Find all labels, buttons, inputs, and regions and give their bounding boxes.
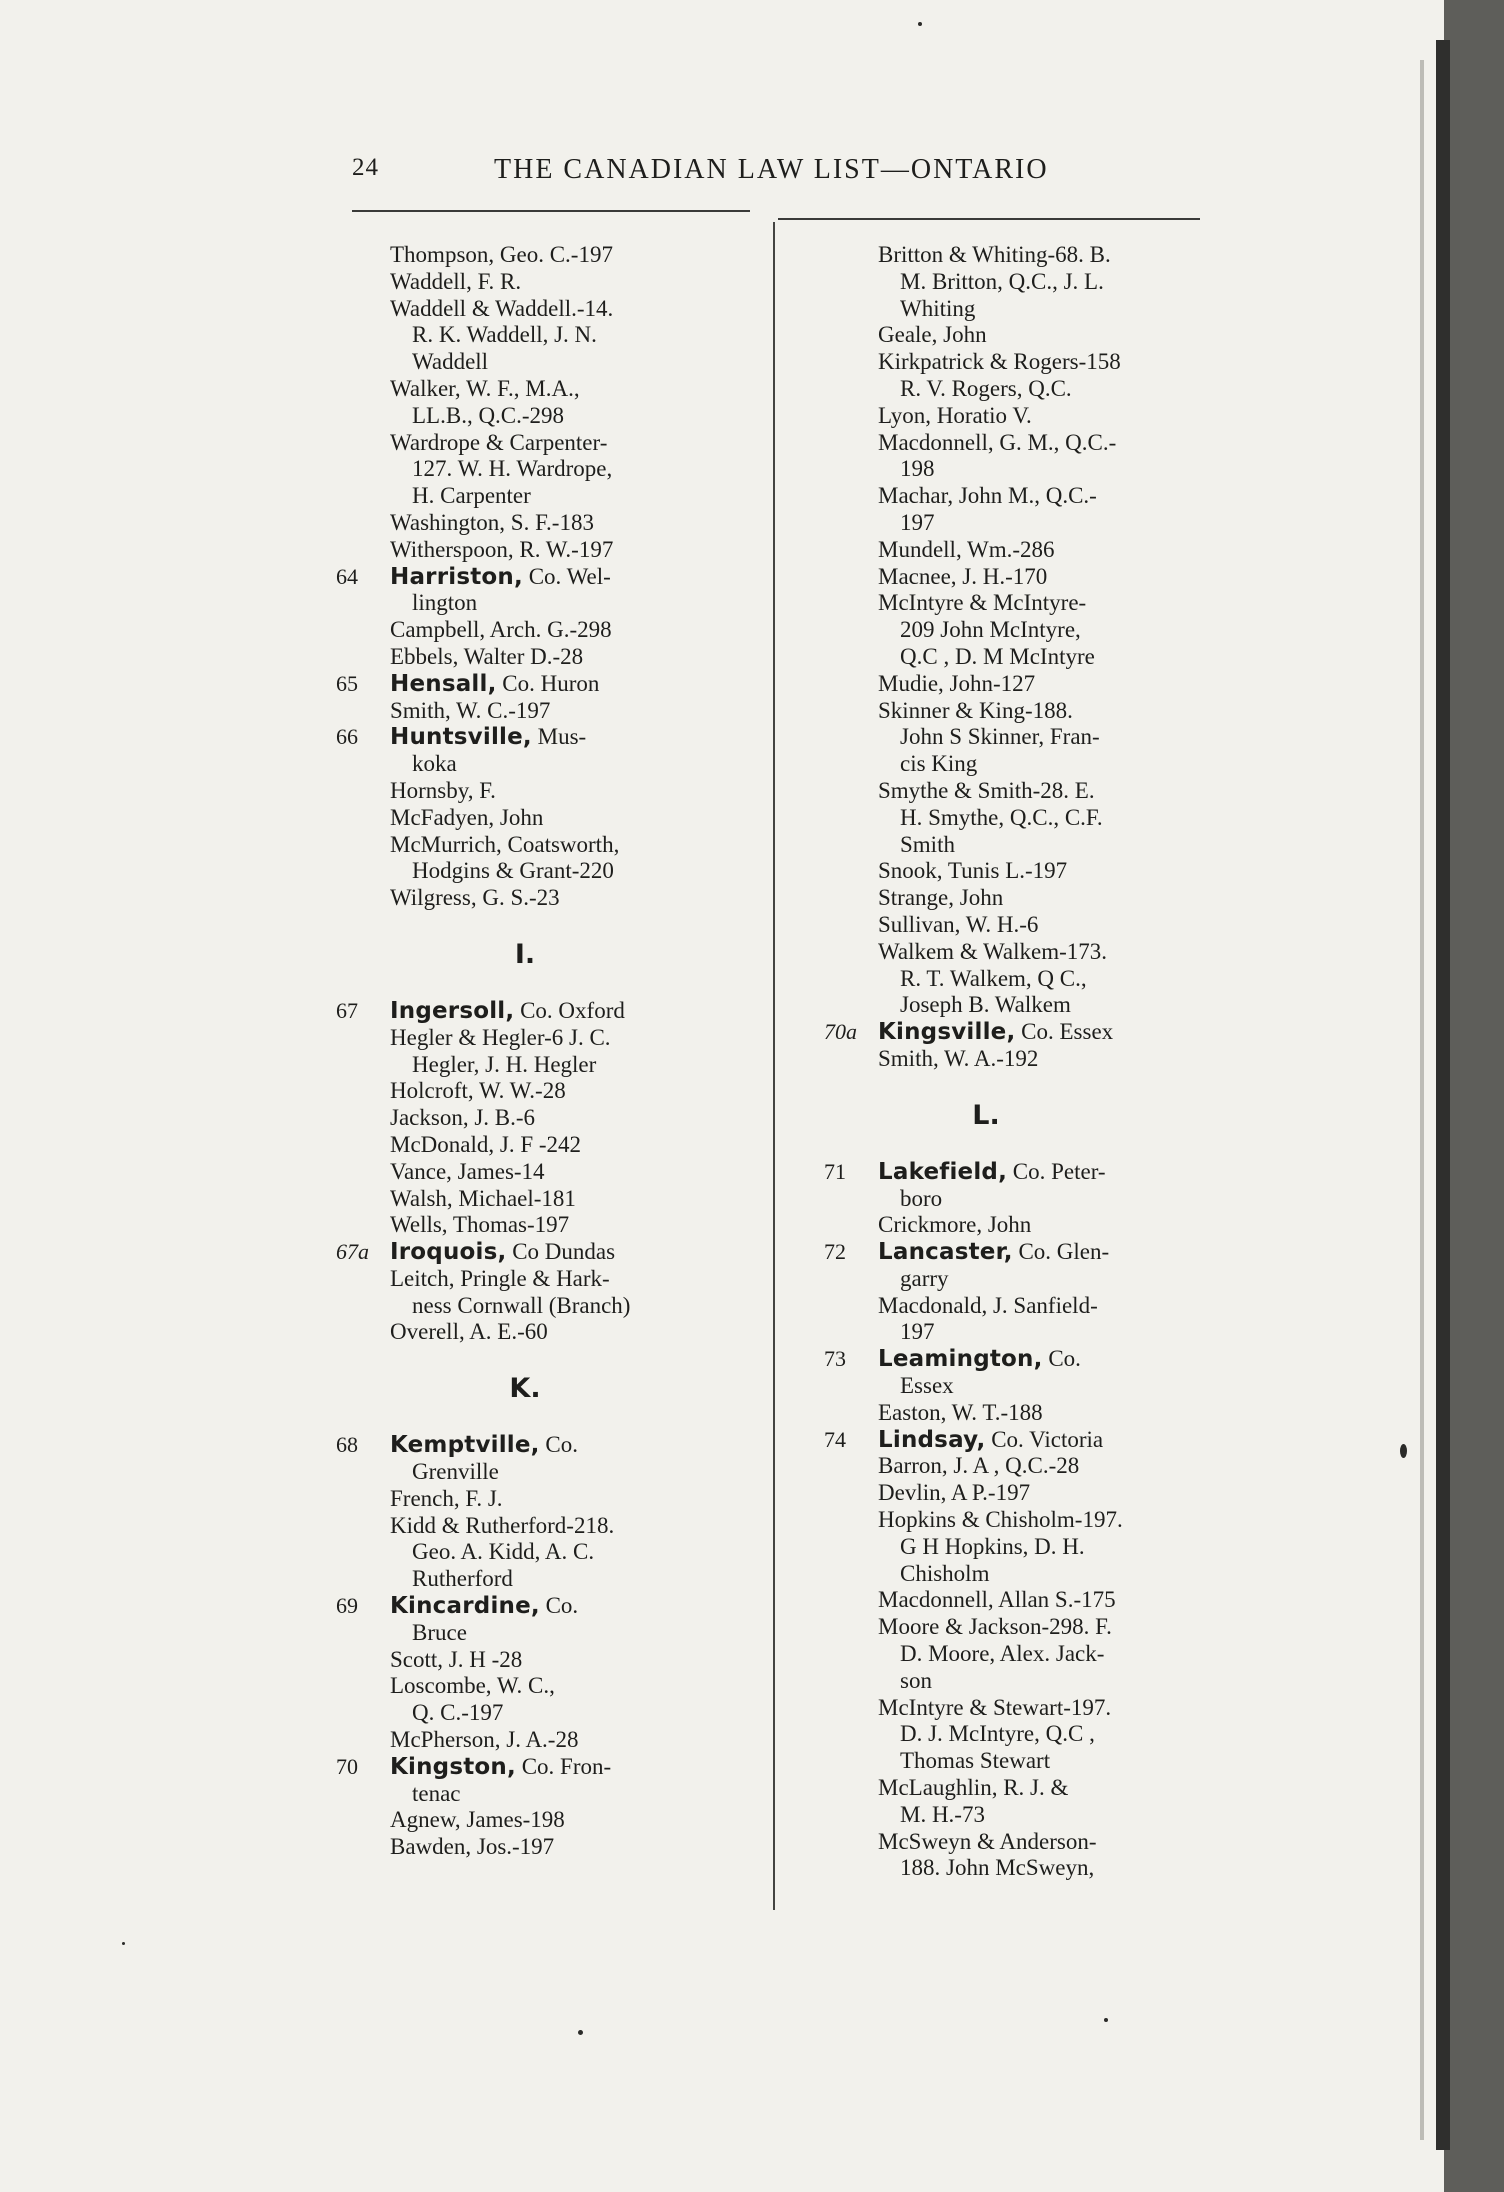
page-number: 24	[352, 154, 379, 181]
entry-line: Crickmore, John	[878, 1212, 1032, 1238]
lawyer-entry	[330, 296, 750, 376]
county-text: Mus-	[537, 724, 587, 750]
print-speck	[1400, 1444, 1407, 1458]
entry-line: Scott, J. H -28	[390, 1646, 523, 1672]
entry-line: Smith	[900, 831, 955, 857]
entry-line: Jackson, J. B.-6	[390, 1105, 536, 1131]
place-heading	[330, 1754, 750, 1808]
county-text: boro	[900, 1185, 943, 1211]
entry-line: 197	[900, 509, 935, 535]
entry-line: Rutherford	[412, 1566, 513, 1592]
county-text: Bruce	[412, 1619, 467, 1645]
left-column	[330, 242, 750, 1861]
lawyer-entry	[818, 1293, 1214, 1347]
entry-line: Waddell	[412, 349, 489, 375]
lawyer-entry	[330, 885, 750, 912]
entry-line: Machar, John M., Q.C.-	[878, 483, 1097, 509]
lawyer-entry	[818, 430, 1214, 484]
entry-line: ness Cornwall (Branch)	[412, 1292, 631, 1318]
place-number: 65	[336, 670, 358, 696]
lawyer-entry	[818, 1695, 1214, 1775]
town-name: Huntsville,	[390, 724, 532, 751]
lawyer-entry	[330, 1834, 750, 1861]
entry-line: Leitch, Pringle & Hark-	[390, 1265, 610, 1291]
lawyer-entry	[818, 912, 1214, 939]
entry-line: Walkem & Walkem-173.	[878, 938, 1108, 964]
entry-line: son	[900, 1667, 932, 1693]
entry-line: M. H.-73	[900, 1801, 985, 1827]
entry-line: R. T. Walkem, Q C.,	[900, 965, 1087, 991]
entry-line: Walsh, Michael-181	[390, 1185, 576, 1211]
entry-line: Kidd & Rutherford-218.	[390, 1512, 615, 1538]
county-text: Co.	[1048, 1346, 1081, 1372]
lawyer-entry	[330, 1647, 750, 1674]
entry-line: McLaughlin, R. J. &	[878, 1775, 1069, 1801]
entry-line: Macdonald, J. Sanfield-	[878, 1292, 1098, 1318]
county-text: Co. Essex	[1021, 1019, 1114, 1045]
place-heading	[330, 671, 750, 698]
county-text: Co.	[545, 1593, 579, 1619]
lawyer-entry	[330, 1132, 750, 1159]
county-text: Co Dundas	[512, 1239, 616, 1265]
entry-line: Snook, Tunis L.-197	[878, 858, 1068, 884]
lawyer-entry	[330, 537, 750, 564]
entry-line: Walker, W. F., M.A.,	[390, 375, 580, 401]
entry-line: cis King	[900, 751, 978, 777]
entry-line: Devlin, A P.-197	[878, 1480, 1031, 1506]
entry-line: Sullivan, W. H.-6	[878, 911, 1039, 937]
lawyer-entry	[818, 590, 1214, 670]
entry-line: Ebbels, Walter D.-28	[390, 643, 584, 669]
lawyer-entry	[818, 1480, 1214, 1507]
entry-line: McIntyre & Stewart-197.	[878, 1694, 1112, 1720]
entry-line: French, F. J.	[390, 1485, 503, 1511]
lawyer-entry	[330, 1266, 750, 1320]
place-number: 68	[336, 1432, 358, 1458]
lawyer-entry	[818, 858, 1214, 885]
lawyer-entry	[330, 1727, 750, 1754]
town-name: Iroquois,	[390, 1239, 507, 1266]
entry-line: Thomas Stewart	[900, 1748, 1051, 1774]
lawyer-entry	[818, 1614, 1214, 1694]
entry-line: 209 John McIntyre,	[900, 617, 1081, 643]
entry-line: Chisholm	[900, 1560, 990, 1586]
county-text: Grenville	[412, 1459, 499, 1485]
entry-line: Smith, W. C.-197	[390, 697, 551, 723]
entry-line: LL.B., Q.C.-298	[412, 402, 565, 428]
entry-line: John S Skinner, Fran-	[900, 724, 1100, 750]
lawyer-entry	[330, 644, 750, 671]
lawyer-entry	[818, 1587, 1214, 1614]
entry-line: McFadyen, John	[390, 804, 544, 830]
running-head	[352, 154, 1232, 194]
lawyer-entry	[818, 349, 1214, 403]
entry-line: Strange, John	[878, 885, 1004, 911]
county-text: Co. Fron-	[521, 1753, 612, 1779]
town-name: Kingsville,	[878, 1019, 1016, 1046]
lawyer-entry	[330, 1212, 750, 1239]
entry-line: 188. John McSweyn,	[900, 1855, 1095, 1881]
lawyer-entry	[330, 430, 750, 510]
place-heading	[330, 998, 750, 1025]
lawyer-entry	[330, 617, 750, 644]
place-heading	[330, 1239, 750, 1266]
header-rule-left	[352, 210, 750, 212]
section-letter: K.	[509, 1373, 541, 1405]
lawyer-entry	[818, 1212, 1214, 1239]
entry-line: Mudie, John-127	[878, 670, 1036, 696]
entry-line: McSweyn & Anderson-	[878, 1828, 1097, 1854]
entry-line: Wells, Thomas-197	[390, 1212, 570, 1238]
entry-line: McDonald, J. F -242	[390, 1131, 582, 1157]
town-name: Leamington,	[878, 1346, 1043, 1373]
entry-line: Macnee, J. H.-170	[878, 563, 1048, 589]
entry-line: Smythe & Smith-28. E.	[878, 777, 1095, 803]
entry-line: Easton, W. T.-188	[878, 1399, 1043, 1425]
entry-line: Waddell & Waddell.-14.	[390, 295, 614, 321]
entry-line: Loscombe, W. C.,	[390, 1673, 555, 1699]
entry-line: Overell, A. E.-60	[390, 1319, 548, 1345]
entry-line: Whiting	[900, 295, 976, 321]
lawyer-entry	[818, 1507, 1214, 1587]
lawyer-entry	[818, 1829, 1214, 1883]
place-heading	[330, 564, 750, 618]
place-number: 70	[336, 1753, 358, 1779]
entry-line: Hornsby, F.	[390, 777, 496, 803]
lawyer-entry	[330, 1105, 750, 1132]
place-heading	[330, 1432, 750, 1486]
entry-line: Thompson, Geo. C.-197	[390, 242, 613, 267]
county-text: lington	[412, 590, 478, 616]
entry-line: R. K. Waddell, J. N.	[412, 322, 597, 348]
entry-line: Wilgress, G. S.-23	[390, 885, 560, 911]
place-heading	[818, 1427, 1214, 1454]
entry-line: R. V. Rogers, Q.C.	[900, 375, 1072, 401]
county-text: Co. Huron	[502, 670, 600, 696]
lawyer-entry	[330, 698, 750, 725]
entry-line: Macdonnell, G. M., Q.C.-	[878, 429, 1117, 455]
print-speck	[578, 2030, 583, 2035]
town-name: Ingersoll,	[390, 997, 515, 1024]
lawyer-entry	[818, 1775, 1214, 1829]
entry-line: Smith, W. A.-192	[878, 1045, 1039, 1071]
place-number: 73	[824, 1346, 846, 1372]
entry-line: Britton & Whiting-68. B.	[878, 242, 1111, 267]
entry-line: D. J. McIntyre, Q.C ,	[900, 1721, 1095, 1747]
county-text: Co. Wel-	[528, 563, 611, 589]
entry-line: Hegler & Hegler-6 J. C.	[390, 1024, 611, 1050]
entry-line: Campbell, Arch. G.-298	[390, 617, 612, 643]
place-heading	[330, 724, 750, 778]
lawyer-entry	[330, 510, 750, 537]
lawyer-entry	[818, 242, 1214, 322]
entry-line: Q. C.-197	[412, 1700, 504, 1726]
place-heading	[818, 1019, 1214, 1046]
entry-line: Wardrope & Carpenter-	[390, 429, 608, 455]
page-shadow	[1420, 60, 1424, 2140]
entry-line: Mundell, Wm.-286	[878, 536, 1055, 562]
column-divider	[773, 222, 775, 1910]
town-name: Lindsay,	[878, 1426, 986, 1453]
entry-line: Hodgins & Grant-220	[412, 858, 614, 884]
lawyer-entry	[330, 1486, 750, 1513]
entry-line: Washington, S. F.-183	[390, 509, 594, 535]
town-name: Lancaster,	[878, 1239, 1013, 1266]
lawyer-entry	[818, 322, 1214, 349]
place-number: 67a	[336, 1239, 369, 1265]
lawyer-entry	[330, 805, 750, 832]
book-gutter-edge	[1436, 40, 1450, 2150]
place-number: 67	[336, 997, 358, 1023]
county-text: Co. Glen-	[1018, 1239, 1110, 1265]
place-number: 70a	[824, 1019, 857, 1045]
entry-line: H. Carpenter	[412, 483, 531, 509]
entry-line: Geale, John	[878, 322, 987, 348]
entry-line: McMurrich, Coatsworth,	[390, 831, 620, 857]
town-name: Hensall,	[390, 670, 497, 697]
town-name: Lakefield,	[878, 1158, 1008, 1185]
lawyer-entry	[330, 1159, 750, 1186]
county-text: tenac	[412, 1780, 461, 1806]
entry-line: Moore & Jackson-298. F.	[878, 1614, 1112, 1640]
place-heading	[818, 1159, 1214, 1213]
entry-line: Skinner & King-188.	[878, 697, 1073, 723]
entry-line: G H Hopkins, D. H.	[900, 1533, 1085, 1559]
entry-line: Witherspoon, R. W.-197	[390, 536, 614, 562]
town-name: Kincardine,	[390, 1593, 540, 1620]
entry-line: H. Smythe, Q.C., C.F.	[900, 804, 1103, 830]
place-number: 72	[824, 1239, 846, 1265]
lawyer-entry	[818, 1046, 1214, 1073]
entry-line: M. Britton, Q.C., J. L.	[900, 268, 1104, 294]
entry-line: Vance, James-14	[390, 1158, 545, 1184]
county-text: Co. Oxford	[520, 997, 625, 1023]
right-column	[818, 242, 1214, 1882]
place-heading	[818, 1346, 1214, 1400]
place-number: 64	[336, 563, 358, 589]
section-letter: I.	[514, 938, 536, 970]
lawyer-entry	[818, 564, 1214, 591]
entry-line: McIntyre & McIntyre-	[878, 590, 1087, 616]
county-text: koka	[412, 751, 457, 777]
town-name: Kemptville,	[390, 1432, 540, 1459]
county-text: garry	[900, 1265, 949, 1291]
place-number: 66	[336, 724, 358, 750]
county-text: Co. Peter-	[1012, 1158, 1106, 1184]
entry-line: Kirkpatrick & Rogers-158	[878, 349, 1121, 375]
entry-line: 198	[900, 456, 935, 482]
lawyer-entry	[330, 376, 750, 430]
lawyer-entry	[330, 1807, 750, 1834]
entry-line: Barron, J. A , Q.C.-28	[878, 1453, 1080, 1479]
entry-line: Q.C , D. M McIntyre	[900, 643, 1095, 669]
entry-line: Agnew, James-198	[390, 1807, 565, 1833]
lawyer-entry	[330, 1025, 750, 1079]
lawyer-entry	[330, 1078, 750, 1105]
lawyer-entry	[330, 269, 750, 296]
print-speck	[918, 22, 922, 26]
entry-line: Hopkins & Chisholm-197.	[878, 1507, 1123, 1533]
town-name: Kingston,	[390, 1753, 516, 1780]
place-number: 74	[824, 1426, 846, 1452]
entry-line: Waddell, F. R.	[390, 268, 522, 294]
lawyer-entry	[330, 778, 750, 805]
print-speck	[122, 1942, 125, 1945]
lawyer-entry	[330, 1513, 750, 1593]
place-number: 69	[336, 1593, 358, 1619]
lawyer-entry	[330, 242, 750, 269]
lawyer-entry	[330, 1319, 750, 1346]
page-title: THE CANADIAN LAW LIST—ONTARIO	[494, 154, 1049, 185]
lawyer-entry	[818, 671, 1214, 698]
entry-line: Macdonnell, Allan S.-175	[878, 1587, 1116, 1613]
lawyer-entry	[818, 1453, 1214, 1480]
entry-line: McPherson, J. A.-28	[390, 1727, 579, 1753]
place-number: 71	[824, 1158, 846, 1184]
entry-line: Lyon, Horatio V.	[878, 402, 1032, 428]
lawyer-entry	[818, 698, 1214, 778]
entry-line: D. Moore, Alex. Jack-	[900, 1641, 1105, 1667]
county-text: Essex	[900, 1373, 954, 1399]
county-text: Co.	[545, 1432, 578, 1458]
place-heading	[818, 1239, 1214, 1293]
entry-line: Joseph B. Walkem	[900, 992, 1071, 1018]
entry-line: Holcroft, W. W.-28	[390, 1078, 566, 1104]
lawyer-entry	[330, 832, 750, 886]
county-text: Co. Victoria	[991, 1426, 1104, 1452]
lawyer-entry	[818, 885, 1214, 912]
town-name: Harriston,	[390, 563, 523, 590]
lawyer-entry	[330, 1673, 750, 1727]
lawyer-entry	[330, 1186, 750, 1213]
lawyer-entry	[818, 1400, 1214, 1427]
entry-line: 197	[900, 1319, 935, 1345]
entry-line: 127. W. H. Wardrope,	[412, 456, 613, 482]
lawyer-entry	[818, 403, 1214, 430]
lawyer-entry	[818, 483, 1214, 537]
entry-line: Bawden, Jos.-197	[390, 1834, 555, 1860]
lawyer-entry	[818, 778, 1214, 858]
section-letter: L.	[972, 1099, 1000, 1131]
lawyer-entry	[818, 939, 1214, 1019]
entry-line: Geo. A. Kidd, A. C.	[412, 1539, 595, 1565]
entry-line: Hegler, J. H. Hegler	[412, 1051, 597, 1077]
print-speck	[1104, 2018, 1108, 2022]
lawyer-entry	[818, 537, 1214, 564]
header-rule-right	[778, 218, 1200, 220]
place-heading	[330, 1593, 750, 1647]
